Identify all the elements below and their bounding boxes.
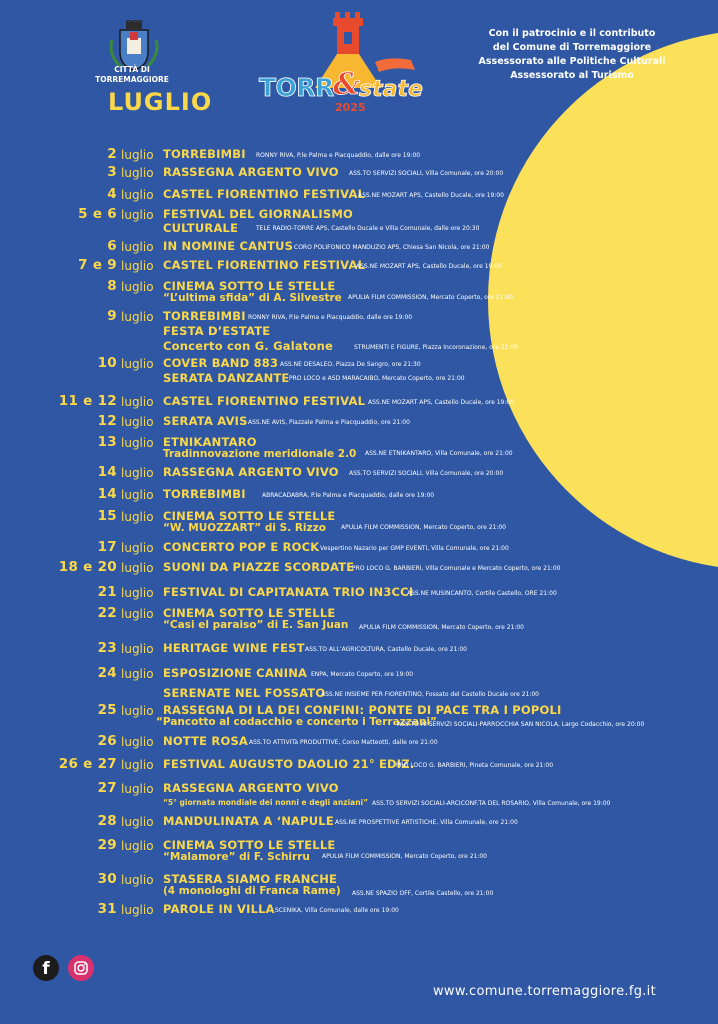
event-day: 6 [107, 238, 117, 254]
svg-text:TORR: TORR [259, 73, 334, 102]
event-organizer: ASS.NE DESALEO, Piazza De Sangro, ore 21:30 [280, 361, 421, 368]
event-title: CINEMA SOTTO LE STELLE [163, 838, 336, 852]
event-day: 29 [97, 837, 117, 853]
event-day: 25 [97, 702, 117, 718]
event-organizer: ASS.NE MUSINCANTO, Cortile Castello, ORE 21:00 [407, 590, 557, 597]
event-month: luglio [121, 541, 154, 555]
event-row [0, 871, 718, 897]
event-title: RASSEGNA ARGENTO VIVO [163, 465, 339, 479]
event-row [0, 813, 718, 833]
event-row [0, 539, 718, 559]
event-month: luglio [121, 395, 154, 409]
event-month: luglio [121, 607, 154, 621]
event-organizer: ASS.NE AVIS, Piazzale Palma e Piacquaddio, ore 21:00 [248, 419, 410, 426]
event-organizer: PRO LOCO G. BARBIERI, Villa Comunale e Mercato Coperto, ore 21:00 [352, 565, 561, 572]
event-month: luglio [121, 758, 154, 772]
patronage-line: Con il patrocinio e il contributo [488, 28, 656, 39]
event-title: RASSEGNA ARGENTO VIVO [163, 165, 339, 179]
event-organizer: ASS.NE ETNIKANTARO, Villa Comunale, ore 21:00 [365, 450, 513, 457]
event-title: FESTIVAL DEL GIORNALISMO [163, 207, 353, 221]
event-month: luglio [121, 815, 154, 829]
event-month: luglio [121, 259, 154, 273]
event-organizer: ASS.NE MOZART APS, Castello Ducale, ore 19:00 [358, 192, 504, 199]
event-organizer: RONNY RIVA, P.le Palma e Piacquaddio, dalle ore 19:00 [248, 314, 413, 321]
event-row [0, 355, 718, 385]
event-subtitle: SERATA DANZANTE [163, 371, 290, 385]
event-day: 14 [97, 464, 117, 480]
event-organizer: STRUMENTI E FIGURE, Piazza Incoronazione, ore 21:00 [354, 344, 518, 351]
event-day: 17 [97, 539, 117, 555]
event-organizer: ASS.NE INSIEME PER FIORENTINO, Fossato del Castello Ducale ore 21:00 [321, 691, 540, 698]
event-month: luglio [121, 208, 154, 222]
event-row [0, 206, 718, 235]
event-day: 30 [97, 871, 117, 887]
event-title: RASSEGNA ARGENTO VIVO [163, 781, 339, 795]
event-row [0, 508, 718, 534]
event-day: 9 [107, 308, 117, 324]
event-day: 3 [107, 164, 117, 180]
event-subtitle: CULTURALE [163, 221, 239, 235]
event-organizer: ASS.TO SERVIZI SOCIALI, Villa Comunale, ore 20:00 [349, 470, 504, 477]
event-subtitle: “L’ultima sfida” di A. Silvestre [163, 292, 342, 304]
event-title: IN NOMINE CANTUS [163, 239, 294, 253]
city-name [82, 65, 182, 85]
event-day: 2 [107, 146, 117, 162]
event-organizer: APULIA FILM COMMISSION, Mercato Coperto, ore 21:00 [348, 294, 514, 301]
event-month: luglio [121, 436, 154, 450]
event-title: STASERA SIAMO FRANCHE [163, 872, 338, 886]
event-day: 31 [97, 901, 117, 917]
patronage-line: Assessorato al Turismo [510, 70, 634, 81]
event-month: luglio [121, 873, 154, 887]
event-title: CINEMA SOTTO LE STELLE [163, 279, 336, 293]
event-organizer: PRO LOCO G. BARBIERI, Pineta Comunale, ore 21:00 [396, 762, 554, 769]
event-title: CINEMA SOTTO LE STELLE [163, 509, 336, 523]
event-day: 28 [97, 813, 117, 829]
event-row [0, 146, 718, 166]
event-day: 22 [97, 605, 117, 621]
event-month: luglio [121, 310, 154, 324]
patronage-line: del Comune di Torremaggiore [492, 42, 652, 53]
event-row [0, 901, 718, 921]
event-day: 27 [97, 780, 117, 796]
event-row [0, 257, 718, 277]
event-title: TORREBIMBI [163, 309, 246, 323]
event-row [0, 780, 718, 807]
event-subtitle: FESTA D’ESTATE [163, 324, 271, 338]
event-subtitle: “Pancotto al codacchio e concerto i Terrazzani” [156, 716, 437, 728]
event-month: luglio [121, 642, 154, 656]
event-subtitle: “Casi el paraiso” di E. San Juan [163, 619, 349, 631]
event-organizer: APULIA FILM COMMISSION, Mercato Coperto, ore 21:00 [359, 624, 525, 631]
event-subtitle: Tradinnovazione meridionale 2.0 [163, 448, 357, 460]
event-title: COVER BAND 883 [163, 356, 279, 370]
event-day: 13 [97, 434, 117, 450]
website-link[interactable]: www.comune.torremaggiore.fg.it [433, 984, 656, 999]
event-month: luglio [121, 488, 154, 502]
svg-text:&: & [333, 67, 361, 102]
event-title: TORREBIMBI [163, 147, 246, 161]
event-organizer: SCENIKA, Villa Comunale, dalle ore 19:00 [275, 907, 399, 914]
event-month: luglio [121, 357, 154, 371]
event-title: CASTEL FIORENTINO FESTIVAL [163, 394, 366, 408]
event-organizer: ASS.TO SERVIZI SOCIALI-ARCICONF.TA DEL ROSARIO, Villa Comunale, ore 19:00 [372, 800, 611, 807]
event-organizer: Vespertino Nazario per GMP EVENTI, Villa Comunale, ore 21:00 [320, 545, 509, 552]
event-organizer: ASS.TO ATTIVITà PRODUTTIVE, Corso Matteotti, dalle ore 21:00 [249, 739, 438, 746]
event-title: HERITAGE WINE FEST [163, 641, 305, 655]
event-subtitle: Concerto con G. Galatone [163, 339, 334, 353]
event-row [0, 486, 718, 506]
event-month: luglio [121, 735, 154, 749]
event-row [0, 640, 718, 660]
event-row [0, 164, 718, 184]
event-title: SUONI DA PIAZZE SCORDATE [163, 560, 355, 574]
event-month: luglio [121, 561, 154, 575]
event-subtitle: “W. MUOZZART” di S. Rizzo [163, 522, 326, 534]
event-day: 12 [97, 413, 117, 429]
event-row [0, 434, 718, 460]
event-month: luglio [121, 667, 154, 681]
event-subtitle: “Malamore” di F. Schirru [163, 851, 310, 863]
instagram-icon[interactable] [68, 955, 94, 981]
event-month: luglio [121, 280, 154, 294]
event-organizer: APULIA FILM COMMISSION, Mercato Coperto, ore 21:00 [322, 853, 488, 860]
event-month: luglio [121, 148, 154, 162]
event-day: 11 e 12 [58, 393, 117, 409]
event-month: luglio [121, 782, 154, 796]
torrestate-logo [255, 10, 445, 115]
event-title: TORREBIMBI [163, 487, 246, 501]
event-title: SERATA AVIS [163, 414, 248, 428]
event-title: CASTEL FIORENTINO FESTIVAL [163, 187, 366, 201]
event-day: 7 e 9 [78, 257, 117, 273]
event-row [0, 413, 718, 433]
event-title: ETNIKANTARO [163, 435, 257, 449]
event-row [0, 186, 718, 206]
event-title: CONCERTO POP E ROCK [163, 540, 320, 554]
event-month: luglio [121, 839, 154, 853]
event-day: 26 [97, 733, 117, 749]
event-organizer: ASS.NE PROSPETTIVE ARTISTICHE, Villa Comunale, ore 21:00 [335, 819, 518, 826]
city-line-2: TORREMAGGIORE [95, 75, 169, 84]
event-subtitle: (4 monologhi di Franca Rame) [163, 885, 341, 897]
event-day: 15 [97, 508, 117, 524]
event-title: FESTIVAL AUGUSTO DAOLIO 21° EDIZ. [163, 757, 415, 771]
event-day: 5 e 6 [78, 206, 117, 222]
event-day: 14 [97, 486, 117, 502]
event-row [0, 605, 718, 631]
event-organizer: APULIA FILM COMMISSION, Mercato Coperto, ore 21:00 [341, 524, 507, 531]
event-title: CASTEL FIORENTINO FESTIVAL [163, 258, 366, 272]
event-row [0, 733, 718, 753]
event-month: luglio [121, 240, 154, 254]
event-title: PAROLE IN VILLA [163, 902, 275, 916]
event-title: NOTTE ROSA [163, 734, 249, 748]
logo-year: 2025 [335, 101, 366, 114]
event-day: 8 [107, 278, 117, 294]
city-line-1: CITTÀ DI [114, 65, 150, 74]
event-month: luglio [121, 510, 154, 524]
facebook-icon[interactable]: f [33, 955, 59, 981]
event-organizer: ASS.TO ALL’AGRICOLTURA, Castello Ducale, ore 21:00 [305, 646, 467, 653]
event-subtitle: SERENATE NEL FOSSATO [163, 686, 326, 700]
event-row [0, 238, 718, 258]
event-organizer: ASS.TO SERVIZI SOCIALI, Villa Comunale, ore 20:00 [349, 170, 504, 177]
event-row [0, 559, 718, 579]
event-title: ESPOSIZIONE CANINA [163, 666, 308, 680]
event-month: luglio [121, 166, 154, 180]
event-month: luglio [121, 188, 154, 202]
month-title: LUGLIO [108, 88, 213, 116]
patronage-note [472, 27, 672, 83]
svg-text:state: state [359, 77, 423, 102]
patronage-line: Assessorato alle Politiche Culturali [478, 56, 666, 67]
event-title: CINEMA SOTTO LE STELLE [163, 606, 336, 620]
event-day: 18 e 20 [58, 559, 117, 575]
event-day: 4 [107, 186, 117, 202]
event-organizer: CORO POLIFONICO MANDUZIO APS, Chiesa San Nicola, ore 21:00 [294, 244, 490, 251]
event-row [0, 837, 718, 863]
event-organizer: PRO LOCO e ASD MARACAIBO, Mercato Coperto, ore 21:00 [289, 375, 465, 382]
event-organizer: ASS.TO AI SERVIZI SOCIALI-PARROCCHIA SAN NICOLA, Largo Codacchio, ore 20:00 [397, 721, 645, 728]
event-row [0, 584, 718, 604]
event-month: luglio [121, 586, 154, 600]
event-day: 23 [97, 640, 117, 656]
event-day: 26 e 27 [58, 756, 117, 772]
event-organizer: RONNY RIVA, P.le Palma e Piacquaddio, dalle ore 19:00 [256, 152, 421, 159]
event-title: MANDULINATA A ‘NAPULE [163, 814, 334, 828]
event-subtitle: “5° giornata mondiale dei nonni e degli anziani” [163, 798, 369, 807]
event-day: 24 [97, 665, 117, 681]
event-title: FESTIVAL DI CAPITANATA TRIO IN3CCI [163, 585, 414, 599]
event-day: 21 [97, 584, 117, 600]
event-organizer: ASS.NE MOZART APS, Castello Ducale, ore 19:00 [356, 263, 502, 270]
event-organizer: ABRACADABRA, P.le Palma e Piacquaddio, dalle ore 19:00 [262, 492, 435, 499]
event-row [0, 278, 718, 304]
event-organizer: ASS.NE MOZART APS, Castello Ducale, ore 19:00 [368, 399, 514, 406]
event-row [0, 756, 718, 776]
event-organizer: ASS.NE SPAZIO OFF, Cortile Castello, ore 21:00 [352, 890, 494, 897]
event-organizer: TELE RADIO-TORRE APS, Castello Ducale e Villa Comunale, dalle ore 20:30 [256, 225, 480, 232]
event-row [0, 464, 718, 484]
event-title: RASSEGNA DI LA DEI CONFINI: PONTE DI PACE TRA I POPOLI [163, 703, 562, 717]
event-month: luglio [121, 415, 154, 429]
event-row [0, 393, 718, 413]
event-row [0, 665, 718, 700]
event-month: luglio [121, 903, 154, 917]
event-month: luglio [121, 704, 154, 718]
event-row [0, 308, 718, 353]
event-row [0, 702, 718, 728]
event-organizer: ENPA, Mercato Coperto, ore 19:00 [311, 671, 414, 678]
event-day: 10 [97, 355, 117, 371]
event-month: luglio [121, 466, 154, 480]
